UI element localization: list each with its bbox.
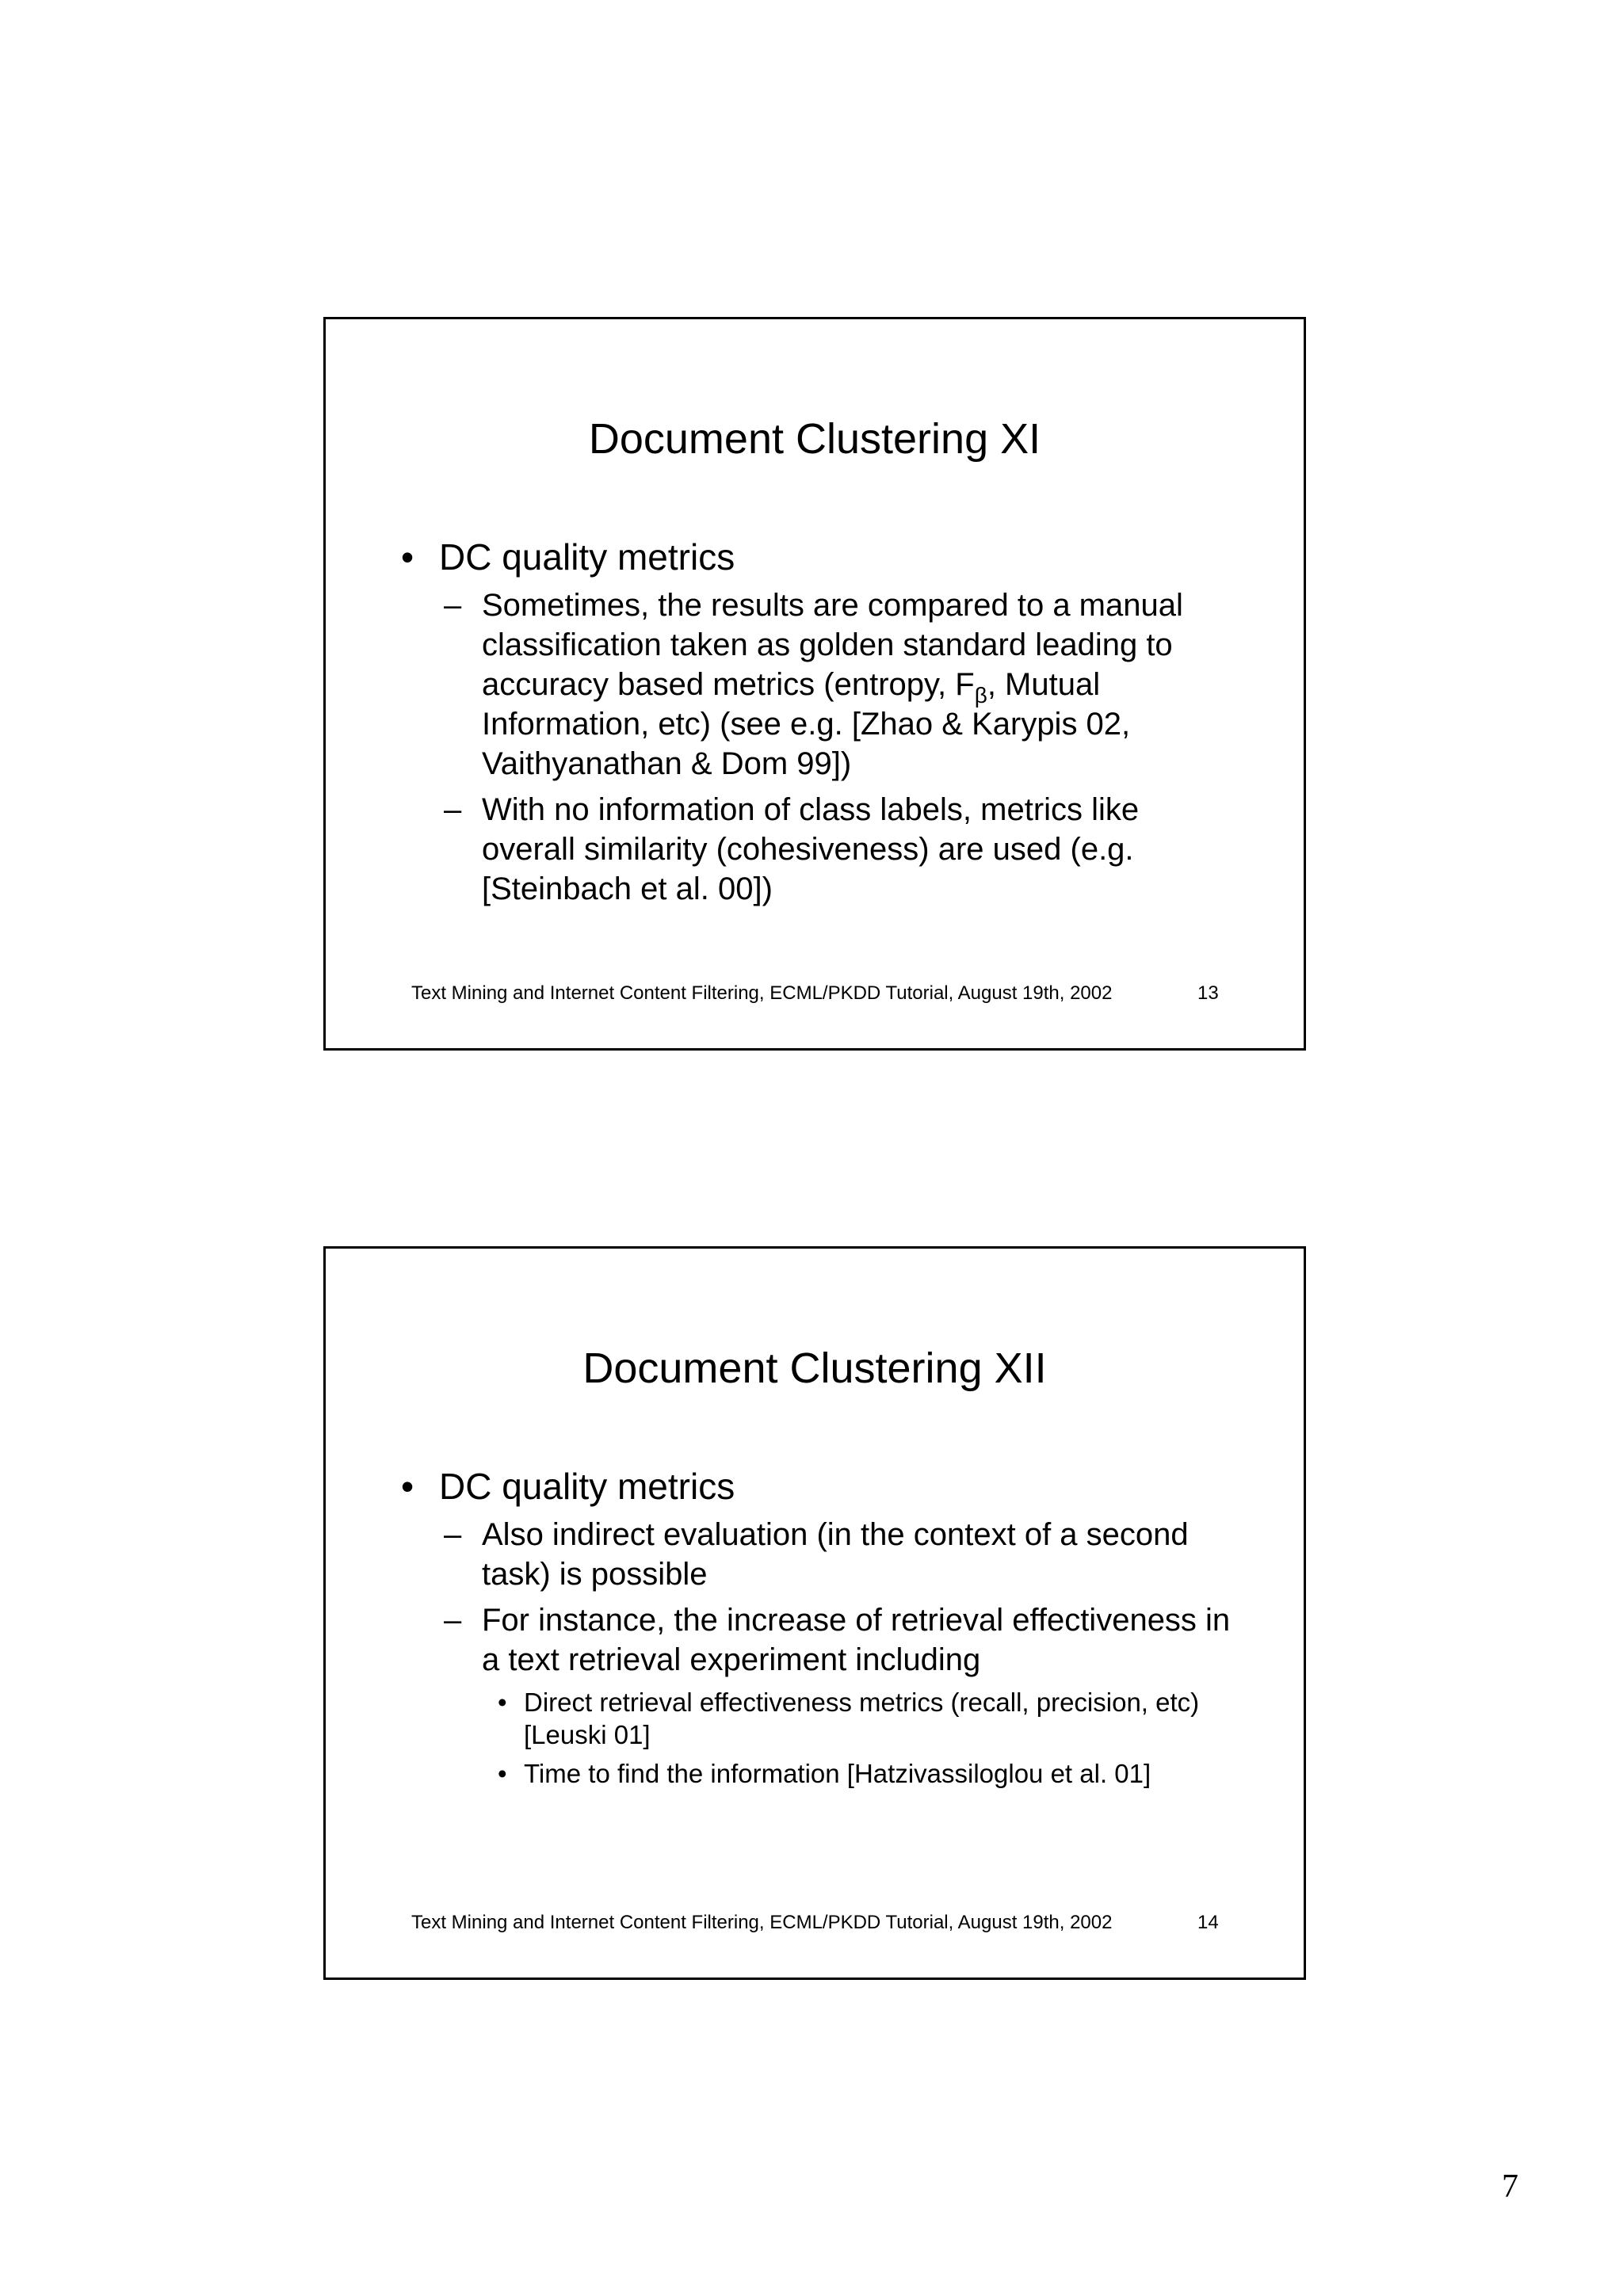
sub-sub-point-text: Direct retrieval effectiveness metrics (recall, precision, etc) [Leuski 01] <box>524 1688 1200 1749</box>
bullet-marker: • <box>498 1688 507 1717</box>
slide-number: 13 <box>1197 982 1219 1004</box>
slide-number: 14 <box>1197 1912 1219 1933</box>
bullet-marker: • <box>401 536 414 578</box>
slide-footer: Text Mining and Internet Content Filtering, ECML/PKDD Tutorial, August 19th, 2002 <box>411 1912 1113 1933</box>
bullet-marker: • <box>401 1466 414 1507</box>
sub-point <box>401 1515 1232 1594</box>
slide-title: Document Clustering XI <box>588 415 1041 463</box>
slide-13 <box>323 317 1306 1051</box>
text-segment: Sometimes, the results are compared to a manual classification taken as golden standard leading to accuracy based metrics (entropy, F <box>482 588 1183 702</box>
dash-marker: – <box>444 1603 462 1638</box>
page-number: 7 <box>1502 2168 1518 2205</box>
dash-marker: – <box>444 1517 462 1552</box>
slide-footer: Text Mining and Internet Content Filtering, ECML/PKDD Tutorial, August 19th, 2002 <box>411 982 1113 1004</box>
beta-subscript: β <box>974 683 987 707</box>
bullet-marker: • <box>498 1759 507 1788</box>
bullet-text: DC quality metrics <box>439 1466 735 1507</box>
dash-marker: – <box>444 588 462 623</box>
sub-point-text: With no information of class labels, metrics like overall similarity (cohesiveness) are used (e.g. [Steinbach et al. 00]) <box>482 792 1140 906</box>
dash-marker: – <box>444 792 462 827</box>
sub-sub-point <box>401 1686 1232 1751</box>
slide-content <box>401 1464 1232 1796</box>
sub-sub-point-text: Time to find the information [Hatzivassiloglou et al. 01] <box>524 1759 1151 1788</box>
slide-content <box>401 535 1232 915</box>
bullet-text: DC quality metrics <box>439 536 735 578</box>
sub-sub-point <box>401 1757 1232 1790</box>
sub-point <box>401 1600 1232 1680</box>
bullet-point <box>401 1464 1232 1508</box>
bullet-point <box>401 535 1232 579</box>
sub-point <box>401 790 1232 909</box>
slide-14 <box>323 1246 1306 1980</box>
slide-title: Document Clustering XII <box>582 1344 1047 1392</box>
sub-point <box>401 585 1232 784</box>
sub-point-text <box>482 588 1183 781</box>
text-segment: , Mutual Information, etc) (see e.g. [Zhao & Karypis 02, Vaithyanathan & Dom 99]) <box>482 667 1131 781</box>
sub-point-text: For instance, the increase of retrieval effectiveness in a text retrieval experiment including <box>482 1603 1231 1677</box>
sub-point-text: Also indirect evaluation (in the context of a second task) is possible <box>482 1517 1189 1592</box>
